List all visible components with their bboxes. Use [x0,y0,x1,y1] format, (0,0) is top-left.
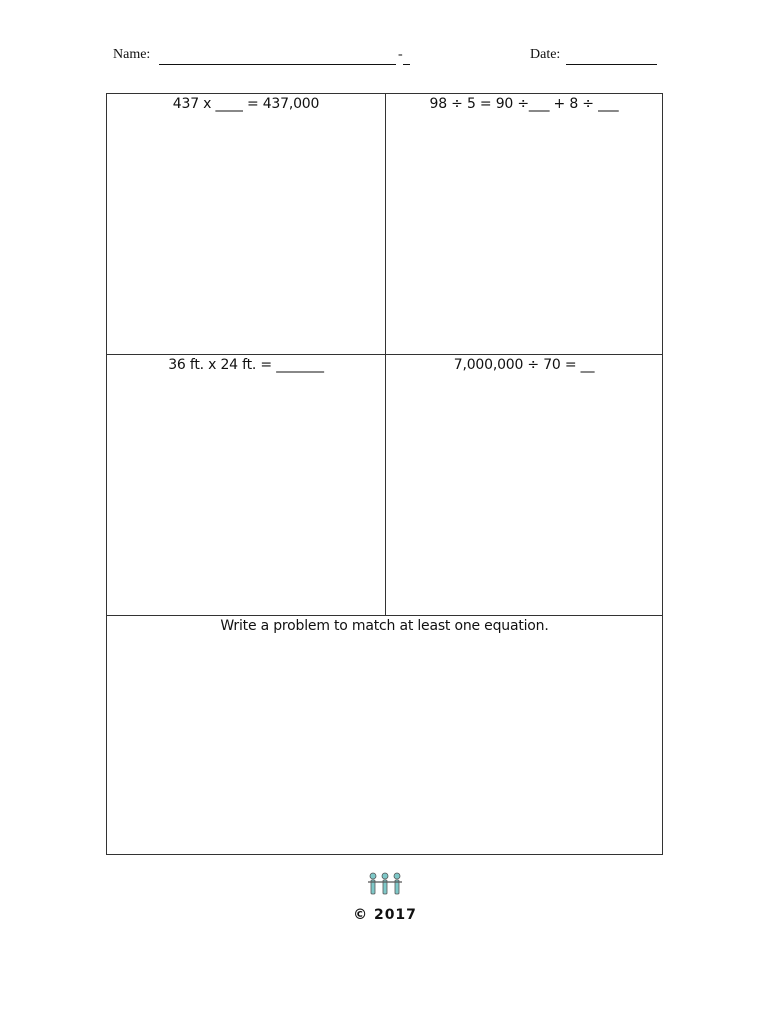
copyright-text: © 2017 [353,907,417,923]
problem-box-4[interactable] [386,355,662,616]
problem-2-text: 98 ÷ 5 = 90 ÷___ + 8 ÷ ___ [429,96,619,112]
word-problem-prompt: Write a problem to match at least one equation. [220,618,549,634]
problem-3-text: 36 ft. x 24 ft. = _______ [168,357,324,373]
word-problem-box[interactable] [107,616,662,854]
three-figures-logo-icon [365,872,405,896]
problem-grid [106,93,663,855]
problem-box-2[interactable] [386,94,662,355]
date-label: Date: [530,47,561,62]
date-field[interactable] [566,64,657,65]
name-tail: - [398,47,403,62]
problem-box-3[interactable] [107,355,386,616]
problem-box-1[interactable] [107,94,386,355]
worksheet-header [0,47,770,69]
name-field[interactable] [159,64,396,65]
problem-4-text: 7,000,000 ÷ 70 = __ [453,357,595,373]
name-label: Name: [113,47,151,62]
problem-1-text: 437 x ____ = 437,000 [172,96,320,112]
name-tail-line [403,64,410,65]
footer [0,872,770,923]
